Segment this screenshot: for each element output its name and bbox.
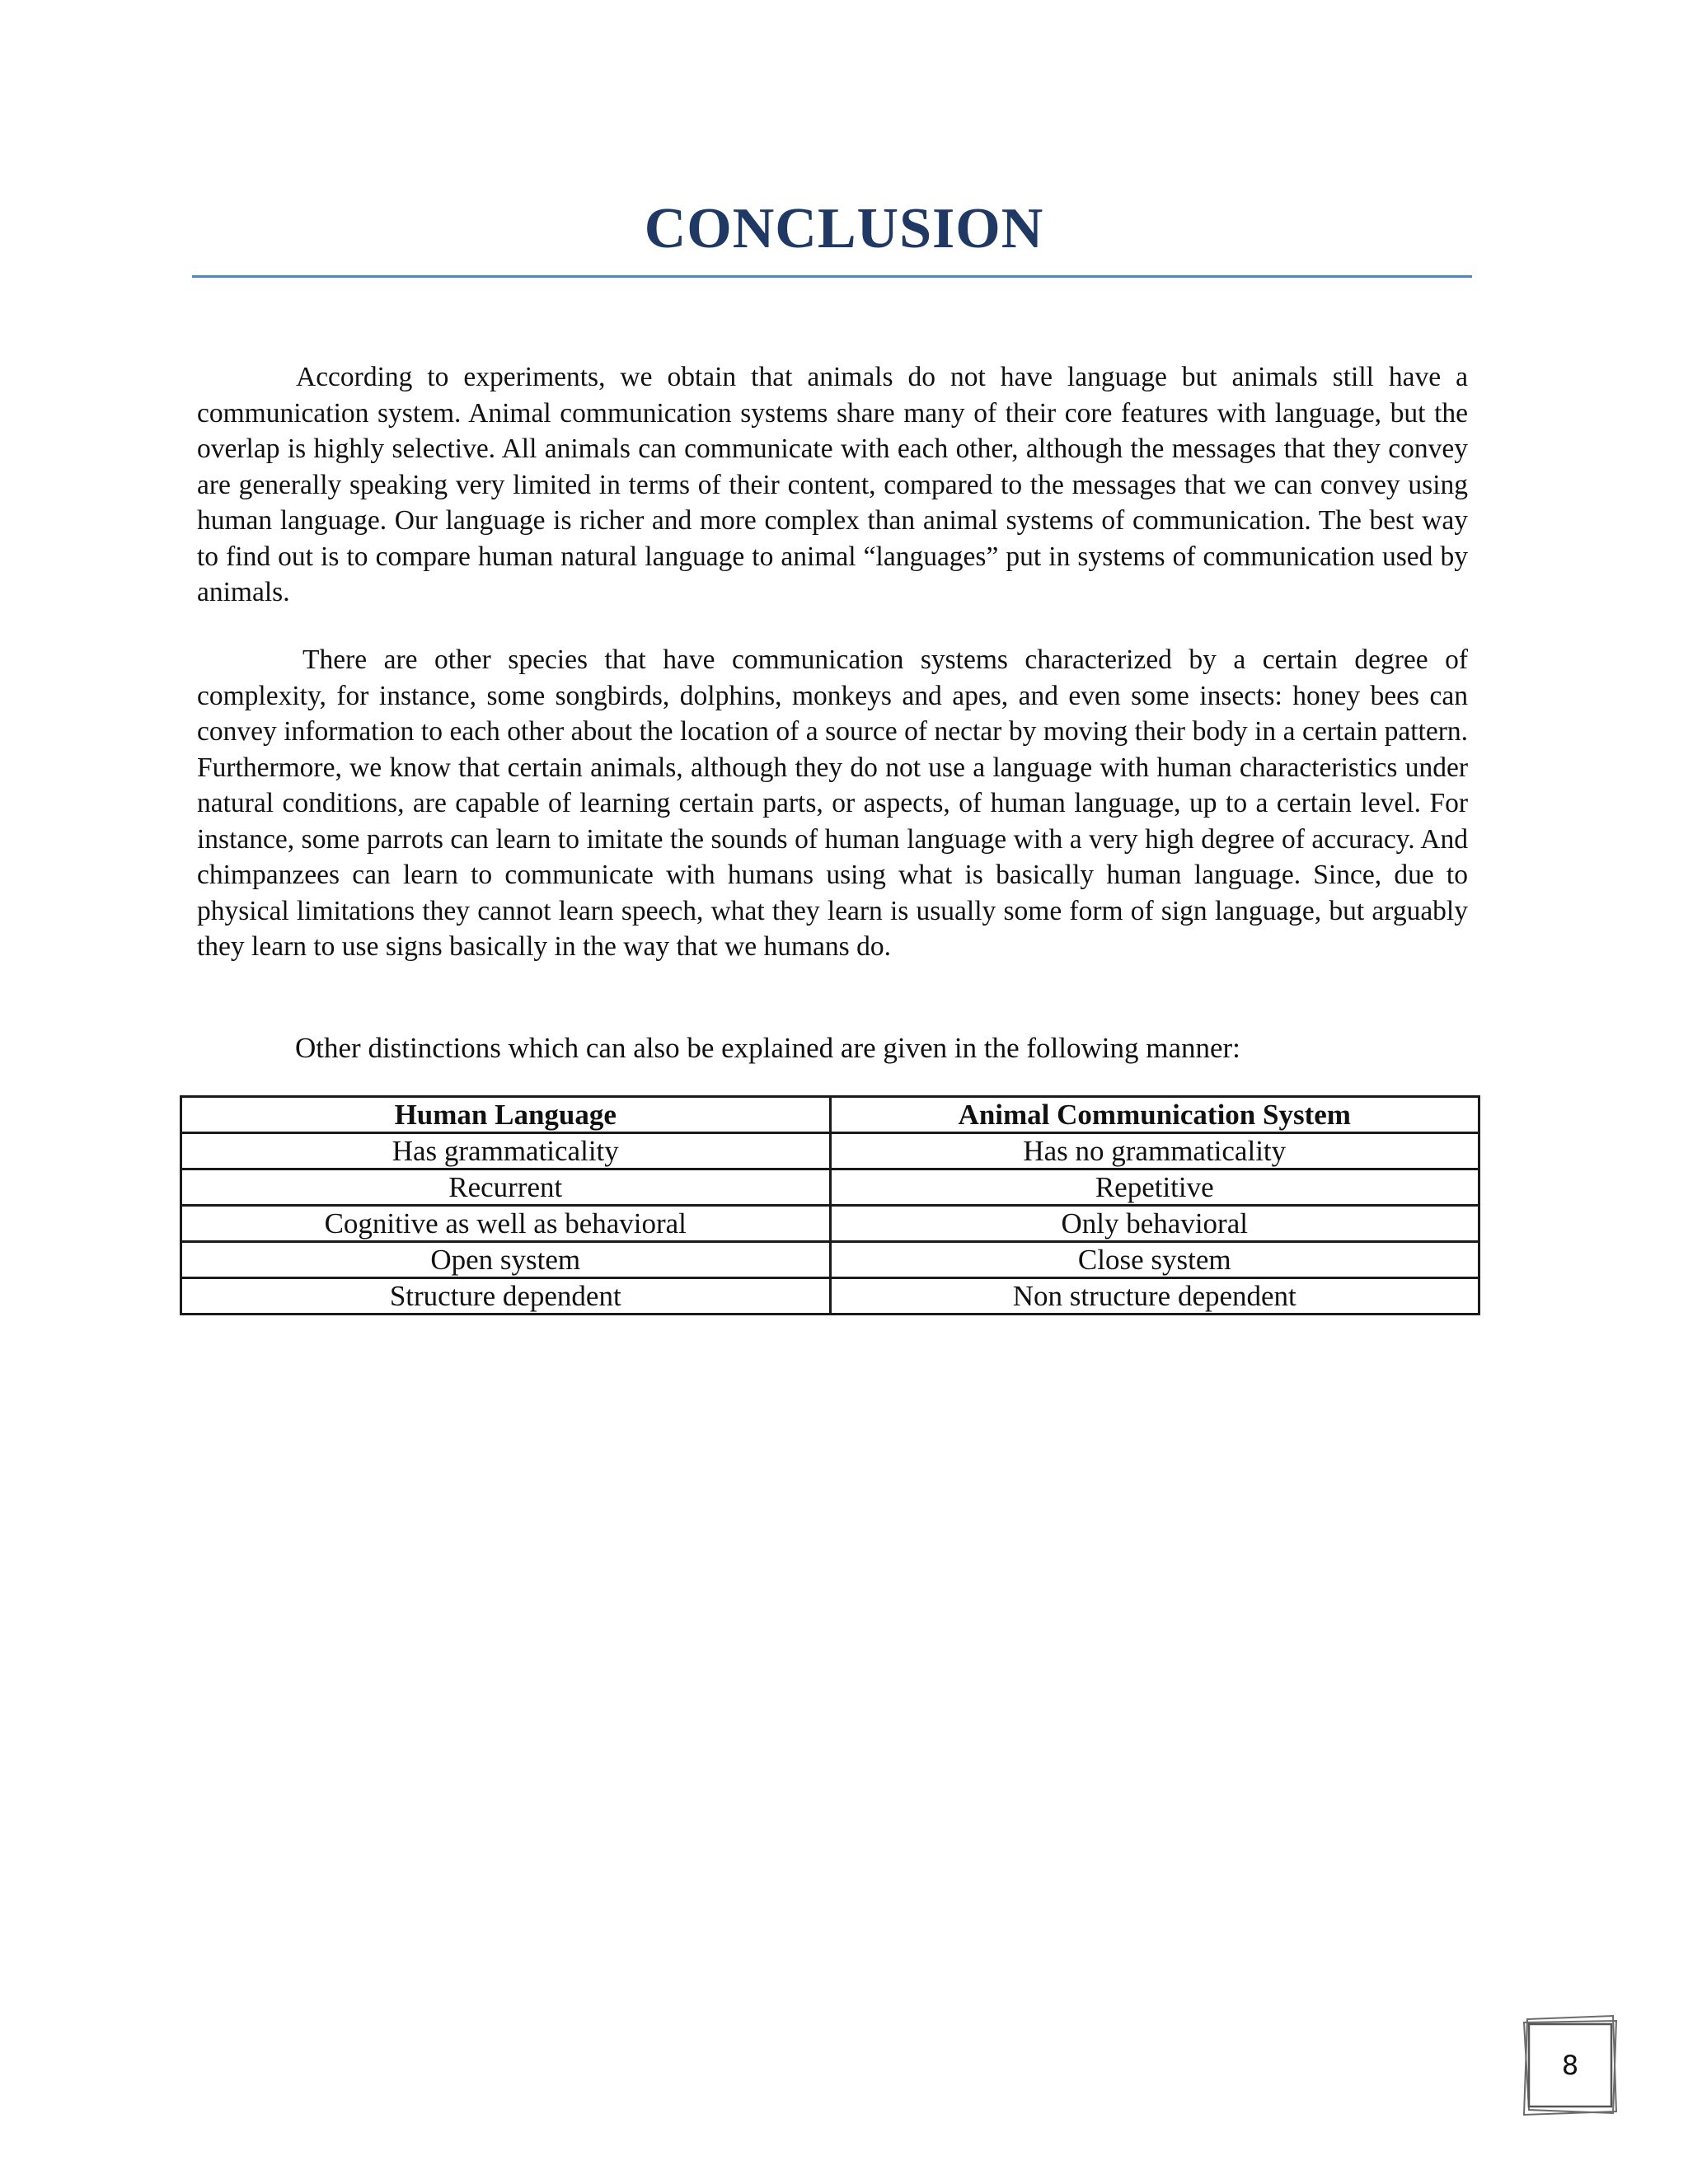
page-number: 8 xyxy=(1561,2050,1579,2081)
table-row xyxy=(181,1169,1479,1206)
table-cell: Has grammaticality xyxy=(181,1133,831,1169)
table-cell: Structure dependent xyxy=(181,1278,831,1315)
page-title: CONCLUSION xyxy=(644,197,1044,260)
table-cell: Repetitive xyxy=(830,1169,1479,1206)
paragraph-2: There are other species that have communication systems characterized by a certain degree of complexity, for instance, some songbirds, dolphins, monkeys and apes, and even some insects: honey bees can convey information to each other about the location of a source of nectar by moving their body in a certain pattern. Furthermore, we know that certain animals, although they do not use a language with human characteristics under natural conditions, are capable of learning certain parts, or aspects, of human language, up to a certain level. For instance, some parrots can learn to imitate the sounds of human language with a very high degree of accuracy. And chimpanzees can learn to communicate with humans using what is basically human language. Since, due to physical limitations they cannot learn speech, what they learn is usually some form of sign language, but arguably they learn to use signs basically in the way that we humans do. xyxy=(197,644,1468,962)
page-number-frame xyxy=(1521,2014,1620,2116)
table-row xyxy=(181,1278,1479,1315)
table-cell: Has no grammaticality xyxy=(830,1133,1479,1169)
header-animal-communication: Animal Communication System xyxy=(830,1097,1479,1133)
paragraph-1: According to experiments, we obtain that animals do not have language but animals still have a communication system. Animal communication systems share many of their core features with language, but the overlap is highly selective. All animals can communicate with each other, although the messages that they convey are generally speaking very limited in terms of their content, compared to the messages that we can convey using human language. Our language is richer and more complex than animal systems of communication. The best way to find out is to compare human natural language to animal “languages” put in systems of communication used by animals. xyxy=(197,362,1468,607)
table-cell: Open system xyxy=(181,1242,831,1278)
table-row xyxy=(181,1242,1479,1278)
header-human-language: Human Language xyxy=(181,1097,831,1133)
table-row xyxy=(181,1133,1479,1169)
table-cell: Non structure dependent xyxy=(830,1278,1479,1315)
table-header-row xyxy=(181,1097,1479,1133)
table-cell: Cognitive as well as behavioral xyxy=(181,1206,831,1242)
title-underline xyxy=(192,275,1472,278)
table-cell: Close system xyxy=(830,1242,1479,1278)
table-cell: Only behavioral xyxy=(830,1206,1479,1242)
paragraph-3: Other distinctions which can also be explained are given in the following manner: xyxy=(295,1032,1240,1064)
table-cell: Recurrent xyxy=(181,1169,831,1206)
comparison-table xyxy=(180,1095,1480,1315)
table-row xyxy=(181,1206,1479,1242)
